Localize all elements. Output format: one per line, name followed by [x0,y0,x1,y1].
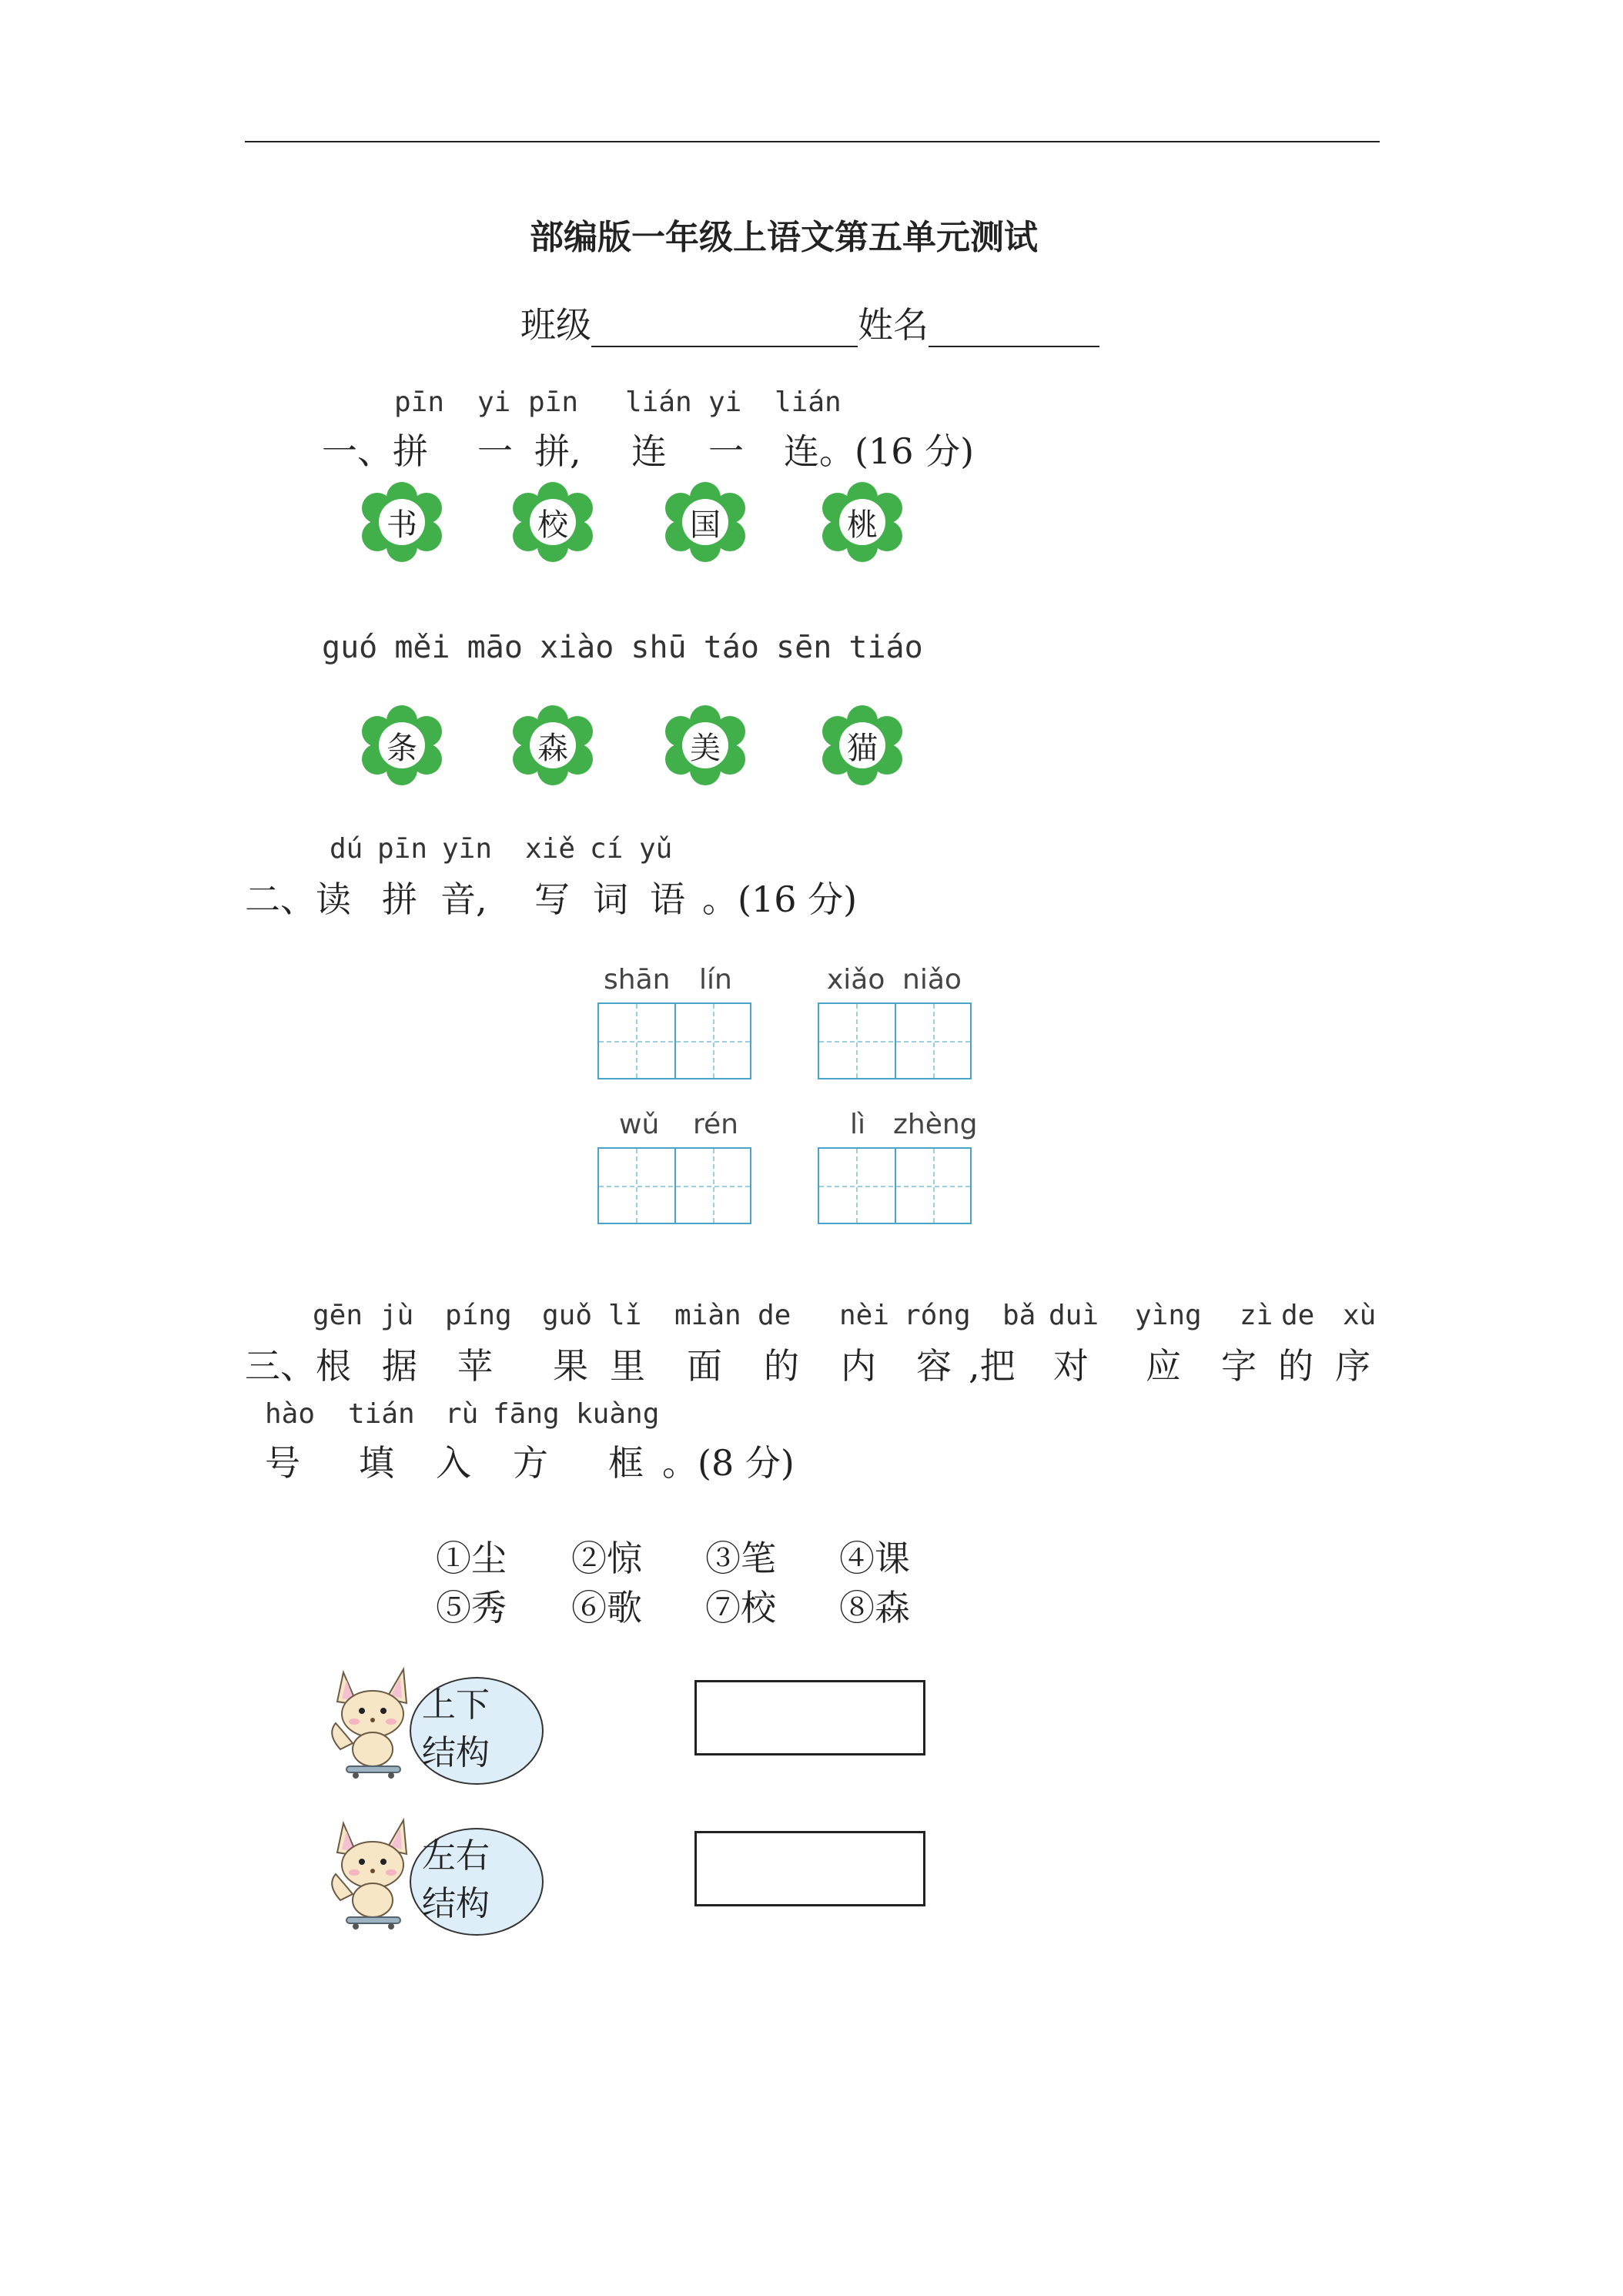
name-label: 姓名 [858,304,929,346]
q3-text: 果 [553,1345,588,1387]
flower-char[interactable] [822,705,902,785]
q3-text: 填 [359,1442,394,1484]
student-info [520,297,1099,348]
pinyin: yi [477,387,511,418]
category-line-1: 左右 [422,1836,490,1876]
q1-pinyin-options: guó měi māo xiào shū táo sēn tiáo [322,630,923,665]
q3-text: 里 [610,1345,645,1387]
q1-text: 连。(16 分) [784,430,975,472]
writing-grid[interactable] [818,1002,972,1079]
writing-grid[interactable] [818,1147,972,1224]
pinyin: róng [904,1300,971,1331]
char-option: ①尘 [436,1538,507,1579]
q2-text: 写 [534,879,570,920]
answer-box[interactable] [694,1831,925,1906]
pinyin: cí [590,833,624,865]
flower-label: 猫 [839,722,885,768]
flower-char[interactable] [513,705,593,785]
flower-label: 桃 [839,499,885,545]
fox-icon [326,1808,419,1931]
char-option: ④课 [839,1538,910,1579]
q1-text: 一、拼 [322,430,428,472]
pinyin: fāng [493,1398,560,1430]
flower-label: 书 [379,499,425,545]
flower-label: 校 [530,499,576,545]
q3-text: 入 [436,1442,471,1484]
q3-text: 的 [764,1345,799,1387]
q2-text: 语 [650,879,685,920]
q1-text: 一 [708,430,744,472]
pinyin: xiě [525,833,576,865]
flower-char[interactable] [513,482,593,562]
q2-text: 词 [593,879,628,920]
fox-icon [326,1657,419,1780]
char-option: ⑤秀 [436,1587,507,1628]
pinyin: lǐ [608,1300,642,1331]
pinyin: de [758,1300,791,1331]
q3-text: 。(8 分) [662,1442,795,1484]
q3-text: 字 [1221,1345,1257,1387]
pinyin: bǎ [1002,1300,1036,1331]
pinyin: de [1281,1300,1315,1331]
category-line-2: 结构 [422,1733,490,1772]
q3-text: ,把 [969,1345,1016,1387]
pinyin: yìng [1135,1300,1202,1331]
pinyin: pīn [377,833,428,865]
char-option: ⑦校 [705,1587,776,1628]
q1-text: 拼, [534,430,581,472]
flower-label: 森 [530,722,576,768]
q3-text: 面 [687,1345,722,1387]
pinyin: rù [445,1398,479,1430]
q2-text: 二、读 [245,879,351,920]
category-label [422,1832,490,1928]
grid-pinyin: xiǎo [827,964,885,996]
flower-label: 条 [379,722,425,768]
top-rule [245,141,1380,142]
q3-text: 框 [608,1442,644,1484]
q3-text: 对 [1053,1345,1089,1387]
char-option: ②惊 [571,1538,642,1579]
flower-char[interactable] [665,482,745,562]
category-label [422,1682,490,1777]
category-line-2: 结构 [422,1884,490,1923]
q2-text: 音, [440,879,487,920]
q3-text: 三、根 [245,1345,351,1387]
pinyin: pīn [394,387,445,418]
q3-text: 容 [916,1345,952,1387]
pinyin: yi [708,387,742,418]
grid-pinyin: shān [604,964,671,996]
pinyin: gēn [313,1300,363,1331]
answer-box[interactable] [694,1680,925,1755]
pinyin: jù [380,1300,414,1331]
writing-grid[interactable] [597,1002,751,1079]
name-blank[interactable] [929,304,1099,347]
flower-char[interactable] [362,705,442,785]
char-option: ③笔 [705,1538,776,1579]
pinyin: nèi [839,1300,890,1331]
pinyin: lián [625,387,692,418]
q1-text: 一 [477,430,513,472]
pinyin: kuàng [576,1398,660,1430]
flower-label: 美 [682,722,728,768]
grid-pinyin: wǔ [619,1109,660,1140]
pinyin: zì [1240,1300,1273,1331]
pinyin: tián [348,1398,415,1430]
writing-grid[interactable] [597,1147,751,1224]
q3-text: 的 [1278,1345,1313,1387]
class-blank[interactable] [591,304,858,347]
char-option: ⑥歌 [571,1587,642,1628]
q3-text: 号 [265,1442,300,1484]
flower-char[interactable] [665,705,745,785]
pinyin: lián [775,387,842,418]
pinyin: duì [1049,1300,1099,1331]
flower-label: 国 [682,499,728,545]
char-option: ⑧森 [839,1587,910,1628]
q3-text: 据 [382,1345,417,1387]
pinyin: guǒ [542,1300,593,1331]
pinyin: xù [1343,1300,1377,1331]
q3-text: 内 [841,1345,876,1387]
q2-text: 拼 [382,879,417,920]
grid-pinyin: niǎo [902,964,962,996]
pinyin: píng [445,1300,512,1331]
q3-text: 应 [1146,1345,1181,1387]
q2-text: 。(16 分) [702,879,858,920]
flower-char[interactable] [822,482,902,562]
flower-char[interactable] [362,482,442,562]
q3-text: 序 [1335,1345,1370,1387]
grid-pinyin: lì [850,1109,866,1140]
pinyin: miàn [674,1300,741,1331]
class-label: 班级 [520,304,591,346]
pinyin: yǔ [639,833,673,865]
pinyin: hào [265,1398,316,1430]
page-title: 部编版一年级上语文第五单元测试 [530,218,1038,257]
pinyin: dú [330,833,363,865]
category-line-1: 上下 [422,1685,490,1725]
pinyin: yīn [442,833,493,865]
pinyin: pīn [528,387,579,418]
grid-pinyin: zhèng [893,1109,978,1140]
grid-pinyin: rén [693,1109,738,1140]
q3-text: 苹 [457,1345,493,1387]
grid-pinyin: lín [699,964,732,996]
q3-text: 方 [513,1442,548,1484]
q1-text: 连 [631,430,667,472]
